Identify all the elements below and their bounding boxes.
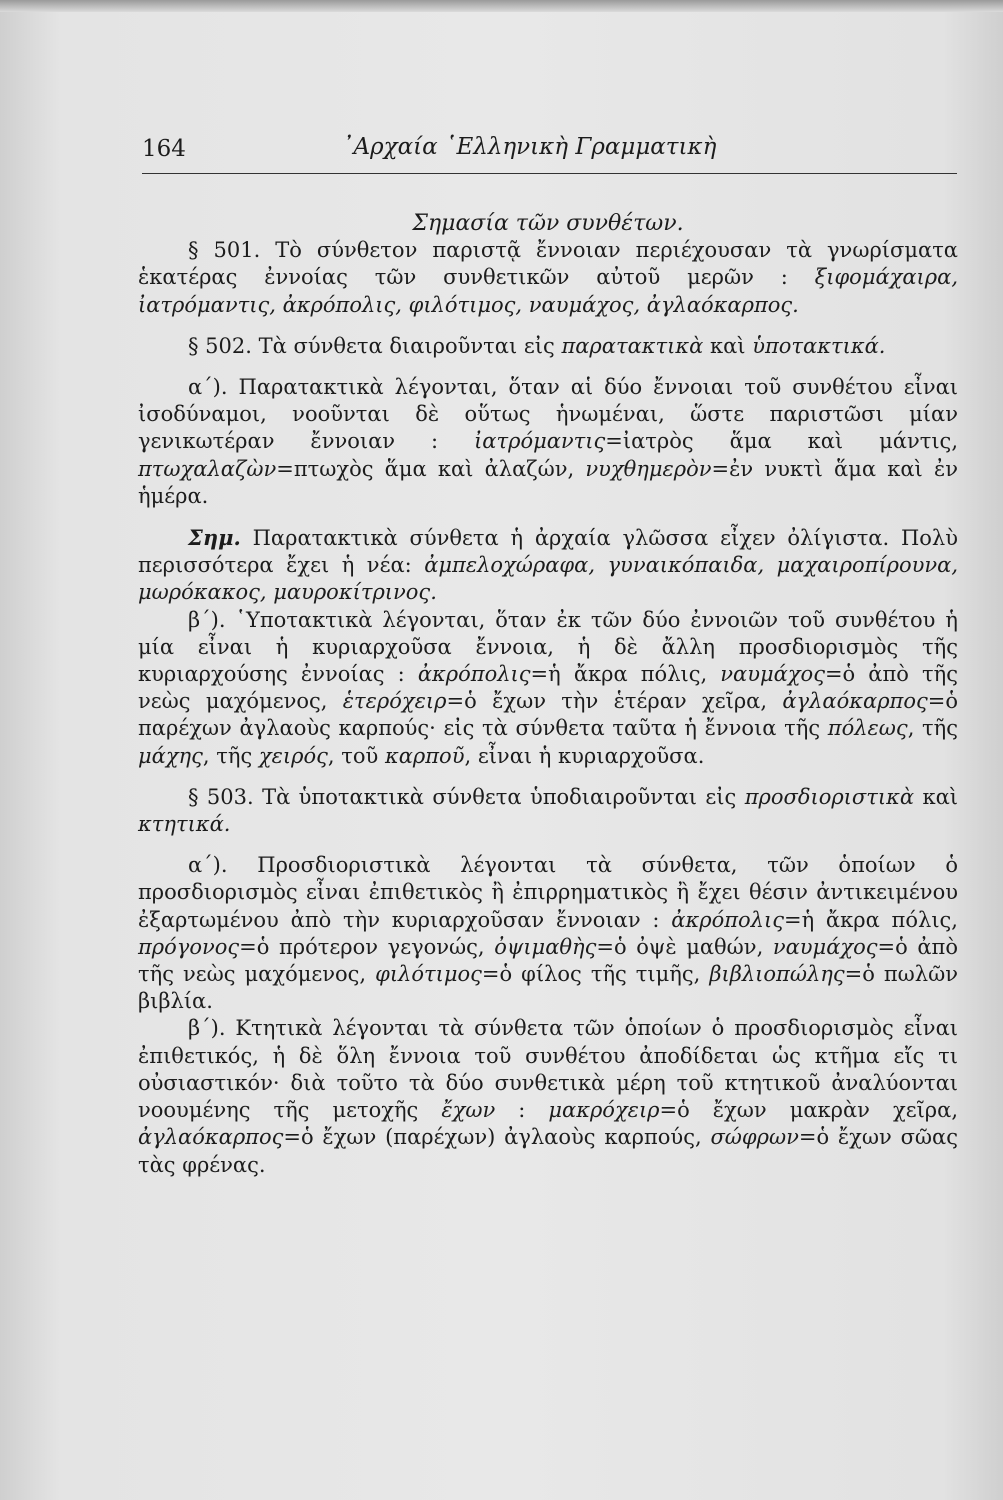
paragraph-502a: α΄). Παρατακτικὰ λέγονται, ὅταν αἱ δύο ἔννοιαι τοῦ συνθέτου εἶναι ἰσοδύναμοι, νοοῦνται δὲ οὕτως ἡνωμέναι, ὥστε παριστῶσι μίαν γενικωτέραν ἔννοιαν : ἰατρόμαντις=ἰατρὸς ἅμα καὶ μάντις, πτωχαλαζὼν=πτωχὸς ἅμα καὶ ἀλαζών, νυχθημερὸν=ἐν νυκτὶ ἅμα καὶ ἐν ἡμέρα. [138, 375, 958, 508]
section-number: § 502. [188, 333, 252, 358]
paragraph-503a: α΄). Προσδιοριστικὰ λέγονται τὰ σύνθετα, τῶν ὁποίων ὁ προσδιορισμὸς εἶναι ἐπιθετικὸς ἢ ἐπιρρηματικὸς ἢ ἔχει θέσιν ἀντικειμένου ἐξαρτωμένου ἀπὸ τὴν κυριαρχοῦσαν ἔννοιαν : ἀκρόπολις=ἡ ἄκρα πόλις, πρόγονος=ὁ πρότερον γεγονώς, ὀψιμαθὴς=ὁ ὀψὲ μαθών, ναυμάχος=ὁ ἀπὸ τῆς νεὼς μαχόμενος, φιλότιμος=ὁ φίλος τῆς τιμῆς, βιβλιοπώλης=ὁ πωλῶν βιβλία. [138, 853, 958, 1014]
note-paragraph: Σημ. Παρατακτικὰ σύνθετα ἡ ἀρχαία γλῶσσα εἶχεν ὀλίγιστα. Πολὺ περισσότερα ἔχει ἡ νέα: ἀμπελοχώραφα, γυναικόπαιδα, μαχαιροπίρουνα, μωρόκακος, μαυροκίτρινος. [138, 525, 958, 605]
running-title: ᾿Αρχαία ῾Ελληνικὴ Γραμματικὴ [342, 134, 717, 160]
paragraph-502b: β΄). ῾Υποτακτικὰ λέγονται, ὅταν ἐκ τῶν δύο ἐννοιῶν τοῦ συνθέτου ἡ μία εἶναι ἡ κυριαρχοῦσα ἔννοια, ἡ δὲ ἄλλη προσδιορισμὸς τῆς κυριαρχούσης ἐννοίας : ἀκρόπολις=ἡ ἄκρα πόλις, ναυμάχος=ὁ ἀπὸ τῆς νεὼς μαχόμενος, ἑτερόχειρ=ὁ ἔχων τὴν ἑτέραν χεῖρα, ἀγλαόκαρπος=ὁ παρέχων ἀγλαοὺς καρπούς· εἰς τὰ σύνθετα ταῦτα ἡ ἔννοια τῆς πόλεως, τῆς μάχης, τῆς χειρός, τοῦ καρποῦ, εἶναι ἡ κυριαρχοῦσα. [138, 607, 959, 768]
previous-page-edge [0, 0, 1003, 12]
body-text [138, 210, 958, 1179]
paragraph-503: § 503. Τὰ ὑποτακτικὰ σύνθετα ὑποδιαιροῦνται εἰς προσδιοριστικὰ καὶ κτητικά. [138, 784, 959, 837]
note-label: Σημ. [188, 525, 241, 551]
section-title: Σημασία τῶν συνθέτων. [412, 211, 684, 236]
page-header [142, 132, 962, 172]
paragraph-503b: β΄). Κτητικὰ λέγονται τὰ σύνθετα τῶν ὁποίων ὁ προσδιορισμὸς εἶναι ἐπιθετικός, ἡ δὲ ὅλη ἔννοια τοῦ συνθέτου ἀποδίδεται ὡς κτῆμα εἴς τι οὐσιαστικόν· διὰ τοῦτο τὰ δύο συνθετικὰ μέρη τοῦ κτητικοῦ ἀναλύονται νοουμένης τῆς μετοχῆς ἔχων : μακρόχειρ=ὁ ἔχων μακρὰν χεῖρα, ἀγλαόκαρπος=ὁ ἔχων (παρέχων) ἀγλαοὺς καρπούς, σώφρων=ὁ ἔχων σῶας τὰς φρένας. [138, 1016, 959, 1177]
examples: ἀμπελοχώραφα, γυναικόπαιδα, μαχαιροπίρουνα, μωρόκακος, μαυροκίτρινος. [138, 553, 958, 605]
section-number: § 501. [188, 238, 261, 263]
paragraph-502: § 502. Τὰ σύνθετα διαιροῦνται εἰς παρατακτικὰ καὶ ὑποτακτικά. [188, 333, 886, 358]
paragraph-501: § 501. Τὸ σύνθετον παριστᾷ ἔννοιαν περιέχουσαν τὰ γνωρίσματα ἑκατέρας ἐννοίας τῶν συνθετικῶν αὐτοῦ μερῶν : ξιφομάχαιρα, ἰατρόμαντις, ἀκρόπολις, φιλότιμος, ναυμάχος, ἀγλαόκαρπος. [138, 238, 958, 317]
section-number: § 503. [188, 784, 254, 809]
examples: ξιφομάχαιρα, ἰατρόμαντις, ἀκρόπολις, φιλότιμος, ναυμάχος, ἀγλαόκαρπος. [138, 265, 958, 317]
header-rule [142, 173, 957, 174]
page-number: 164 [142, 136, 186, 162]
